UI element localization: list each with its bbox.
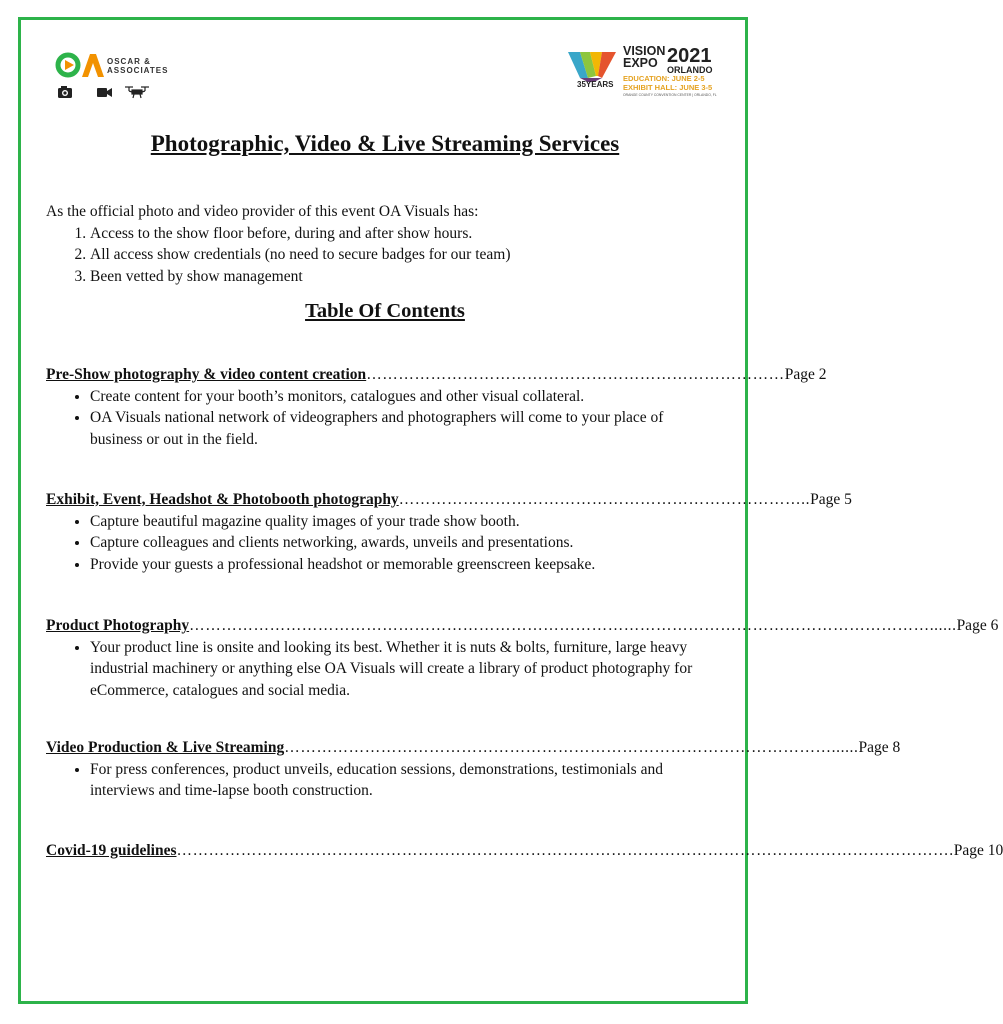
toc-entry	[46, 737, 901, 759]
intro-lead: As the official photo and video provider of this event OA Visuals has:	[46, 203, 479, 220]
oa-brand-line1: OSCAR &	[107, 57, 151, 66]
expo-venue: ORANGE COUNTY CONVENTION CENTER | ORLANDO, FL	[623, 93, 717, 97]
camera-icon	[58, 86, 72, 98]
page-title: Photographic, Video & Live Streaming Services	[150, 131, 620, 156]
list-item: • Provide your guests a professional headshot or memorable greenscreen keepsake.	[90, 554, 714, 576]
toc-title: Table Of Contents	[305, 300, 465, 322]
expo-city: ORLANDO	[667, 65, 713, 75]
toc-leader-dots: …………………………………………………………………………………………………………………………......	[189, 617, 957, 634]
intro-list	[46, 223, 511, 288]
toc-section-product	[46, 615, 999, 701]
toc-entry-name: Covid-19 guidelines	[46, 842, 177, 859]
expo-year: 2021	[667, 45, 712, 67]
list-item: • Capture beautiful magazine quality images of your trade show booth.	[90, 511, 714, 533]
toc-entry-name: Exhibit, Event, Headshot & Photobooth photography	[46, 491, 399, 508]
video-camera-icon	[97, 88, 112, 97]
toc-bullet-list	[46, 759, 714, 802]
toc-leader-dots: ……………………………………………………………………	[366, 366, 785, 383]
toc-entry-name: Video Production & Live Streaming	[46, 739, 285, 756]
toc-entry	[46, 840, 1003, 862]
oa-brand-name	[107, 57, 168, 75]
vision-expo-title-line1: VISION	[623, 44, 666, 58]
service-icons	[57, 84, 167, 100]
oa-brand-line2: ASSOCIATES	[107, 66, 169, 75]
toc-section-covid	[46, 840, 1003, 862]
toc-page-number: Page 5	[810, 491, 852, 508]
vision-expo-title	[623, 46, 665, 69]
toc-page-number: Page 8	[858, 739, 901, 756]
toc-entry	[46, 489, 852, 511]
toc-entry	[46, 364, 827, 386]
oa-logo-mark	[55, 52, 105, 80]
toc-bullet-list	[46, 637, 714, 702]
toc-page-number: Page 6	[956, 617, 999, 634]
toc-section-exhibit	[46, 489, 852, 575]
education-dates: EDUCATION: JUNE 2-5	[623, 74, 705, 83]
intro-item: 1. Access to the show floor before, during and after show hours.	[90, 223, 511, 245]
anniversary-badge: 35YEARS	[577, 80, 614, 89]
drone-icon	[125, 87, 149, 98]
exhibit-hall-dates: EXHIBIT HALL: JUNE 3-5	[623, 82, 713, 92]
list-item: • OA Visuals national network of videographers and photographers will come to your place of business or out in the field.	[90, 407, 714, 450]
toc-leader-dots: ……………………………………………………………………………………………………………………………….	[176, 842, 954, 859]
list-item: • Create content for your booth’s monitors, catalogues and other visual collateral.	[90, 386, 714, 408]
intro-block	[46, 201, 511, 287]
intro-item: 2. All access show credentials (no need to secure badges for our team)	[90, 244, 511, 266]
toc-section-video	[46, 737, 901, 802]
expo-dates	[623, 75, 712, 92]
toc-bullet-list	[46, 511, 714, 576]
toc-page-number: Page 2	[784, 366, 827, 383]
list-item: • For press conferences, product unveils, education sessions, demonstrations, testimonials and interviews and time-lapse booth construction.	[90, 759, 714, 802]
list-item: • Your product line is onsite and looking its best. Whether it is nuts & bolts, furniture, large heavy industrial machinery or anything else OA Visuals will create a library of product photography for eCommerce, catalogues and social media.	[90, 637, 714, 702]
intro-item: 3. Been vetted by show management	[90, 266, 511, 288]
vision-expo-title-line2: EXPO	[623, 55, 658, 70]
toc-entry	[46, 615, 999, 637]
toc-entry-name: Product Photography	[46, 617, 190, 634]
toc-page-number: Page 10	[953, 842, 1003, 859]
toc-section-preshow	[46, 364, 827, 450]
toc-leader-dots: …………………………………………………………………………………………......	[284, 739, 859, 756]
vision-expo-v-mark	[566, 48, 622, 100]
toc-leader-dots: …………………………………………………………………..	[398, 491, 811, 508]
oscar-associates-logo	[55, 52, 169, 104]
toc-entry-name: Pre-Show photography & video content creation	[46, 366, 367, 383]
list-item: • Capture colleagues and clients networking, awards, unveils and presentations.	[90, 532, 714, 554]
toc-bullet-list	[46, 386, 714, 451]
vision-expo-logo	[566, 44, 736, 100]
